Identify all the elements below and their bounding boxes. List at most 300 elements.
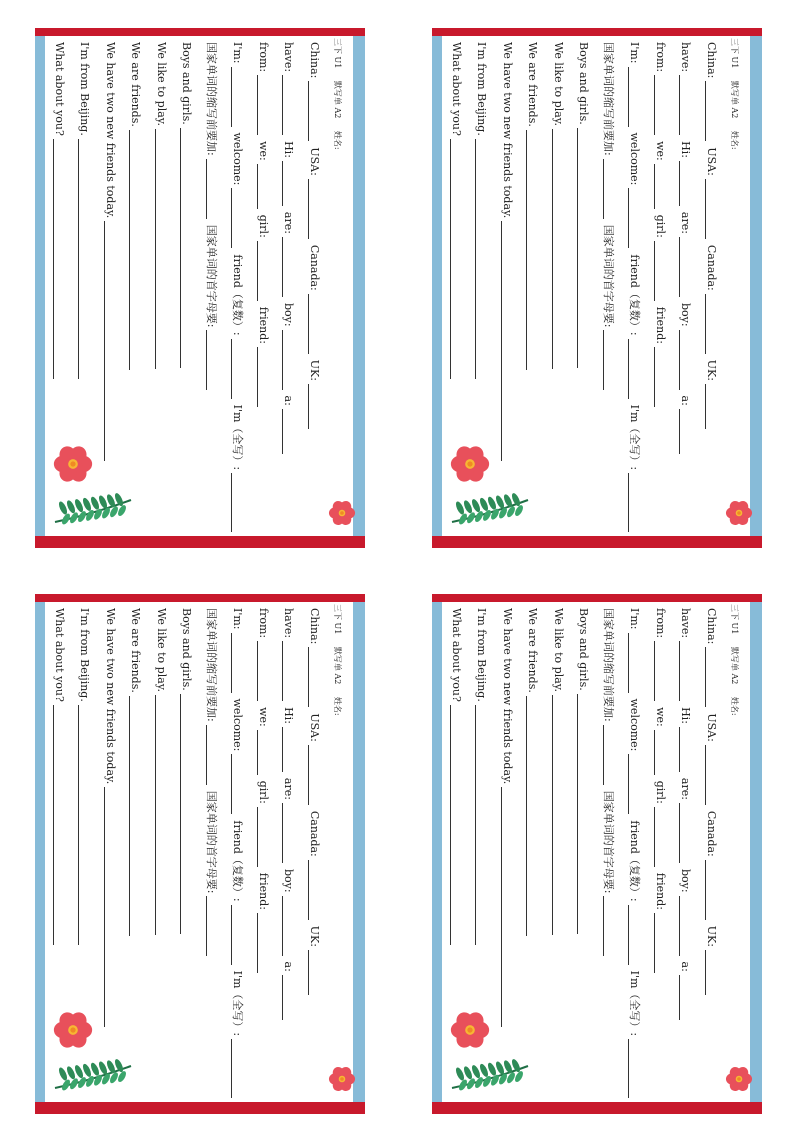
prompt-label: from: xyxy=(653,608,667,639)
worksheet-row xyxy=(495,608,521,1098)
answer-blank[interactable] xyxy=(231,754,244,814)
prompt-label: Canada: xyxy=(704,810,718,857)
top-red-band xyxy=(35,594,365,602)
prompt-label: I'm: xyxy=(628,42,642,64)
prompt-item xyxy=(282,707,295,772)
answer-blank[interactable] xyxy=(53,705,66,945)
prompt-label: USA: xyxy=(307,713,321,742)
prompt-label: I'm from Beijing. xyxy=(78,42,92,136)
prompt-item xyxy=(679,962,692,1020)
unit-label: 三下 U1 xyxy=(333,38,342,69)
prompt-label: 国家单词的首字母要: xyxy=(205,790,219,894)
bottom-red-band xyxy=(432,1102,762,1114)
prompt-item xyxy=(654,42,667,135)
prompt-item xyxy=(501,42,514,461)
prompt-label: boy: xyxy=(282,302,296,327)
prompt-label: UK: xyxy=(704,359,718,381)
prompt-item xyxy=(705,926,718,995)
prompt-item xyxy=(231,699,244,815)
answer-blank[interactable] xyxy=(552,695,565,935)
prompt-label: welcome: xyxy=(628,132,642,186)
prompt-item xyxy=(705,713,718,804)
prompt-label: friend（复数）: xyxy=(230,254,244,336)
answer-blank[interactable] xyxy=(206,330,219,390)
prompt-label: are: xyxy=(282,777,296,800)
answer-blank[interactable] xyxy=(628,754,641,814)
prompt-item xyxy=(654,781,667,867)
prompt-item xyxy=(104,42,117,461)
answer-blank[interactable] xyxy=(104,221,117,461)
prompt-item xyxy=(628,608,641,693)
answer-blank[interactable] xyxy=(257,641,270,701)
answer-blank[interactable] xyxy=(654,347,667,407)
answer-blank[interactable] xyxy=(308,294,321,354)
prompt-label: girl: xyxy=(256,214,270,238)
answer-blank[interactable] xyxy=(155,695,168,935)
worksheet-row xyxy=(98,608,124,1098)
answer-blank[interactable] xyxy=(104,787,117,1027)
answer-blank[interactable] xyxy=(475,139,488,379)
worksheet-row xyxy=(546,608,572,1098)
answer-blank[interactable] xyxy=(628,1039,641,1098)
prompt-label: I'm（全写）: xyxy=(230,970,244,1037)
bottom-red-band xyxy=(35,1102,365,1114)
answer-blank[interactable] xyxy=(282,75,295,135)
answer-blank[interactable] xyxy=(705,81,718,141)
worksheet-card xyxy=(35,28,365,548)
worksheet-row xyxy=(200,608,226,1098)
answer-blank[interactable] xyxy=(155,129,168,369)
prompt-label: Boys and girls. xyxy=(577,608,591,691)
answer-blank[interactable] xyxy=(705,384,718,429)
prompt-label: I'm（全写）: xyxy=(627,970,641,1037)
answer-blank[interactable] xyxy=(705,745,718,805)
unit-label: 三下 U1 xyxy=(333,604,342,635)
prompt-label: from: xyxy=(256,42,270,73)
prompt-item xyxy=(129,42,142,370)
answer-blank[interactable] xyxy=(231,473,244,532)
prompt-label: China: xyxy=(704,42,718,79)
sheet-tag: 默写单 A2 xyxy=(333,80,342,119)
prompt-item xyxy=(679,303,692,390)
answer-blank[interactable] xyxy=(603,896,616,956)
answer-blank[interactable] xyxy=(308,647,321,707)
prompt-item xyxy=(450,608,463,945)
answer-blank[interactable] xyxy=(603,725,616,785)
prompt-label: China: xyxy=(307,608,321,645)
answer-blank[interactable] xyxy=(282,975,295,1020)
prompt-label: China: xyxy=(307,42,321,79)
prompt-label: friend（复数）: xyxy=(627,820,641,902)
prompt-item xyxy=(601,42,617,219)
answer-blank[interactable] xyxy=(231,67,244,127)
prompt-label: USA: xyxy=(704,713,718,742)
worksheet-row xyxy=(225,608,251,1098)
answer-blank[interactable] xyxy=(705,179,718,239)
answer-blank[interactable] xyxy=(603,159,616,219)
answer-blank[interactable] xyxy=(628,633,641,693)
prompt-item xyxy=(679,869,692,956)
flower-icon xyxy=(51,1008,95,1056)
prompt-item xyxy=(526,42,539,370)
worksheet-row xyxy=(174,608,200,1098)
prompt-item xyxy=(53,42,66,379)
worksheet-row xyxy=(648,608,674,1098)
answer-blank[interactable] xyxy=(705,294,718,354)
prompt-label: 国家单词的首字母要: xyxy=(602,790,616,894)
answer-blank[interactable] xyxy=(654,730,667,775)
answer-blank[interactable] xyxy=(654,913,667,973)
flower-icon xyxy=(724,498,754,532)
prompt-item xyxy=(53,608,66,945)
prompt-item xyxy=(308,245,321,354)
prompt-item xyxy=(204,42,220,219)
card-header xyxy=(329,604,343,884)
prompt-item xyxy=(104,608,117,1027)
prompt-item xyxy=(308,147,321,238)
prompt-label: 国家单词的缩写前要加: xyxy=(205,608,219,722)
worksheet-row xyxy=(648,42,674,532)
prompt-item xyxy=(526,608,539,936)
worksheet-row xyxy=(98,42,124,532)
prompt-item xyxy=(230,405,246,532)
prompt-item xyxy=(204,791,220,957)
worksheet-row xyxy=(149,42,175,532)
prompt-label: We are friends. xyxy=(129,608,143,693)
prompt-label: boy: xyxy=(679,302,693,327)
worksheet-row xyxy=(699,608,725,1098)
flower-icon xyxy=(327,498,357,532)
answer-blank[interactable] xyxy=(257,347,270,407)
answer-blank[interactable] xyxy=(679,330,692,390)
prompt-label: friend: xyxy=(256,872,270,910)
answer-blank[interactable] xyxy=(282,727,295,772)
prompt-label: Boys and girls. xyxy=(577,42,591,125)
card-header xyxy=(726,38,740,318)
prompt-label: girl: xyxy=(256,780,270,804)
answer-blank[interactable] xyxy=(129,696,142,936)
prompt-item xyxy=(552,42,565,369)
prompt-item xyxy=(257,608,270,701)
answer-blank[interactable] xyxy=(705,647,718,707)
prompt-item xyxy=(654,215,667,301)
worksheet-row xyxy=(571,42,597,532)
prompt-item xyxy=(257,707,270,775)
prompt-item xyxy=(231,608,244,693)
worksheet-row xyxy=(571,608,597,1098)
prompt-item xyxy=(627,254,643,398)
prompt-label: I'm: xyxy=(628,608,642,630)
prompt-label: Canada: xyxy=(307,244,321,291)
prompt-label: a: xyxy=(679,961,693,972)
prompt-label: I'm: xyxy=(231,608,245,630)
top-red-band xyxy=(432,594,762,602)
answer-blank[interactable] xyxy=(206,725,219,785)
answer-blank[interactable] xyxy=(308,179,321,239)
answer-blank[interactable] xyxy=(628,339,641,399)
answer-blank[interactable] xyxy=(628,905,641,965)
prompt-label: What about you? xyxy=(52,608,66,702)
left-blue-border xyxy=(35,602,45,1102)
worksheet-row xyxy=(546,42,572,532)
answer-blank[interactable] xyxy=(679,409,692,454)
answer-blank[interactable] xyxy=(628,188,641,248)
prompt-label: We like to play. xyxy=(154,608,168,693)
top-red-band xyxy=(432,28,762,36)
card-header xyxy=(726,604,740,884)
prompt-item xyxy=(257,873,270,973)
answer-blank[interactable] xyxy=(628,473,641,532)
prompt-item xyxy=(679,707,692,772)
answer-blank[interactable] xyxy=(206,896,219,956)
answer-blank[interactable] xyxy=(282,161,295,206)
answer-blank[interactable] xyxy=(679,727,692,772)
prompt-label: welcome: xyxy=(231,698,245,752)
answer-blank[interactable] xyxy=(257,164,270,209)
prompt-label: friend（复数）: xyxy=(230,820,244,902)
sheet-tag: 默写单 A2 xyxy=(730,646,739,685)
prompt-label: Canada: xyxy=(307,810,321,857)
prompt-item xyxy=(257,307,270,407)
prompt-item xyxy=(308,42,321,141)
prompt-item xyxy=(679,42,692,135)
prompt-label: have: xyxy=(282,608,296,639)
answer-blank[interactable] xyxy=(679,803,692,863)
prompt-label: welcome: xyxy=(231,132,245,186)
prompt-label: friend: xyxy=(653,872,667,910)
prompt-label: 国家单词的首字母要: xyxy=(602,224,616,328)
answer-blank[interactable] xyxy=(257,730,270,775)
prompt-item xyxy=(627,820,643,964)
prompt-item xyxy=(679,608,692,701)
prompt-item xyxy=(679,212,692,297)
answer-blank[interactable] xyxy=(308,81,321,141)
answer-blank[interactable] xyxy=(53,139,66,379)
answer-blank[interactable] xyxy=(78,705,91,945)
answer-blank[interactable] xyxy=(526,130,539,370)
answer-blank[interactable] xyxy=(231,188,244,248)
prompt-item xyxy=(231,133,244,249)
answer-blank[interactable] xyxy=(282,896,295,956)
answer-blank[interactable] xyxy=(231,905,244,965)
prompt-item xyxy=(705,360,718,429)
answer-blank[interactable] xyxy=(308,384,321,429)
answer-blank[interactable] xyxy=(654,641,667,701)
top-red-band xyxy=(35,28,365,36)
prompt-label: Hi: xyxy=(282,141,296,158)
leaf-branch-icon xyxy=(450,492,530,536)
prompt-label: I'm from Beijing. xyxy=(78,608,92,702)
prompt-item xyxy=(155,42,168,369)
answer-blank[interactable] xyxy=(450,139,463,379)
worksheet-row xyxy=(699,42,725,532)
prompt-label: Hi: xyxy=(679,141,693,158)
prompt-label: I'm from Beijing. xyxy=(475,42,489,136)
worksheet-row xyxy=(200,42,226,532)
prompt-item xyxy=(282,212,295,297)
answer-blank[interactable] xyxy=(705,950,718,995)
prompt-label: UK: xyxy=(307,359,321,381)
prompt-item xyxy=(628,133,641,249)
prompt-label: we: xyxy=(256,141,270,161)
prompt-label: We like to play. xyxy=(551,608,565,693)
prompt-label: we: xyxy=(256,707,270,727)
answer-blank[interactable] xyxy=(282,330,295,390)
answer-blank[interactable] xyxy=(180,128,193,368)
answer-blank[interactable] xyxy=(654,807,667,867)
answer-blank[interactable] xyxy=(282,409,295,454)
answer-blank[interactable] xyxy=(501,221,514,461)
prompt-item xyxy=(601,225,617,391)
answer-blank[interactable] xyxy=(679,161,692,206)
prompt-label: What about you? xyxy=(449,608,463,702)
right-blue-border xyxy=(353,36,365,536)
answer-blank[interactable] xyxy=(705,860,718,920)
prompt-label: China: xyxy=(704,608,718,645)
answer-blank[interactable] xyxy=(129,130,142,370)
prompt-label: 国家单词的缩写前要加: xyxy=(602,608,616,722)
prompt-item xyxy=(627,405,643,532)
prompt-label: We like to play. xyxy=(154,42,168,127)
left-blue-border xyxy=(432,602,442,1102)
answer-blank[interactable] xyxy=(654,164,667,209)
prompt-label: boy: xyxy=(679,868,693,893)
prompt-item xyxy=(204,225,220,391)
prompt-item xyxy=(628,42,641,127)
prompt-item xyxy=(180,608,193,934)
prompt-item xyxy=(679,778,692,863)
prompt-label: from: xyxy=(256,608,270,639)
answer-blank[interactable] xyxy=(282,237,295,297)
answer-blank[interactable] xyxy=(679,237,692,297)
worksheet-row xyxy=(302,42,328,532)
card-header xyxy=(329,38,343,318)
prompt-item xyxy=(705,245,718,354)
answer-blank[interactable] xyxy=(257,75,270,135)
prompt-item xyxy=(230,971,246,1098)
answer-blank[interactable] xyxy=(282,641,295,701)
leaf-branch-icon xyxy=(450,1058,530,1102)
prompt-label: UK: xyxy=(704,925,718,947)
prompt-label: I'm: xyxy=(231,42,245,64)
answer-blank[interactable] xyxy=(308,745,321,805)
prompt-item xyxy=(282,608,295,701)
answer-blank[interactable] xyxy=(628,67,641,127)
worksheet-row xyxy=(276,608,302,1098)
unit-label: 三下 U1 xyxy=(730,38,739,69)
answer-blank[interactable] xyxy=(577,128,590,368)
answer-blank[interactable] xyxy=(231,633,244,693)
prompt-item xyxy=(78,42,91,379)
answer-blank[interactable] xyxy=(603,330,616,390)
answer-blank[interactable] xyxy=(654,241,667,301)
sheet-tag: 默写单 A2 xyxy=(730,80,739,119)
answer-blank[interactable] xyxy=(679,75,692,135)
prompt-label: boy: xyxy=(282,868,296,893)
prompt-label: friend（复数）: xyxy=(627,254,641,336)
answer-blank[interactable] xyxy=(577,694,590,934)
flower-icon xyxy=(724,1064,754,1098)
prompt-item xyxy=(282,396,295,454)
worksheet-row xyxy=(123,608,149,1098)
prompt-item xyxy=(308,811,321,920)
answer-blank[interactable] xyxy=(231,1039,244,1098)
answer-blank[interactable] xyxy=(679,641,692,701)
prompt-item xyxy=(282,962,295,1020)
answer-blank[interactable] xyxy=(552,129,565,369)
prompt-item xyxy=(129,608,142,936)
answer-blank[interactable] xyxy=(180,694,193,934)
prompt-item xyxy=(180,42,193,368)
prompt-item xyxy=(155,608,168,935)
prompt-label: we: xyxy=(653,707,667,727)
answer-blank[interactable] xyxy=(257,807,270,867)
prompt-item xyxy=(654,873,667,973)
prompt-item xyxy=(257,141,270,209)
prompt-label: We are friends. xyxy=(129,42,143,127)
prompt-item xyxy=(654,307,667,407)
prompt-label: have: xyxy=(282,42,296,73)
prompt-label: Hi: xyxy=(282,707,296,724)
prompt-label: Boys and girls. xyxy=(180,42,194,125)
answer-blank[interactable] xyxy=(450,705,463,945)
answer-blank[interactable] xyxy=(526,696,539,936)
prompt-label: welcome: xyxy=(628,698,642,752)
prompt-label: What about you? xyxy=(52,42,66,136)
prompt-item xyxy=(654,141,667,209)
worksheet-row xyxy=(174,42,200,532)
answer-blank[interactable] xyxy=(231,339,244,399)
answer-blank[interactable] xyxy=(282,803,295,863)
answer-blank[interactable] xyxy=(501,787,514,1027)
prompt-label: have: xyxy=(679,608,693,639)
answer-blank[interactable] xyxy=(78,139,91,379)
prompt-label: have: xyxy=(679,42,693,73)
name-label: 姓名: xyxy=(730,696,739,716)
answer-blank[interactable] xyxy=(206,159,219,219)
prompt-label: Boys and girls. xyxy=(180,608,194,691)
prompt-item xyxy=(230,254,246,398)
prompt-item xyxy=(308,360,321,429)
answer-blank[interactable] xyxy=(475,705,488,945)
prompt-label: We have two new friends today. xyxy=(500,608,514,785)
worksheet-row xyxy=(622,42,648,532)
answer-blank[interactable] xyxy=(257,913,270,973)
prompt-label: are: xyxy=(679,777,693,800)
prompt-item xyxy=(705,42,718,141)
answer-blank[interactable] xyxy=(308,950,321,995)
prompt-label: a: xyxy=(282,961,296,972)
name-label: 姓名: xyxy=(333,130,342,150)
prompt-label: friend: xyxy=(256,306,270,344)
answer-blank[interactable] xyxy=(257,241,270,301)
name-label: 姓名: xyxy=(333,696,342,716)
answer-blank[interactable] xyxy=(654,75,667,135)
prompt-item xyxy=(475,608,488,945)
leaf-branch-icon xyxy=(53,1058,133,1102)
worksheet-row xyxy=(149,608,175,1098)
flower-icon xyxy=(448,442,492,490)
worksheet-row xyxy=(520,42,546,532)
worksheet-row xyxy=(673,608,699,1098)
prompt-label: We are friends. xyxy=(526,608,540,693)
answer-blank[interactable] xyxy=(679,975,692,1020)
prompt-item xyxy=(308,713,321,804)
prompt-item xyxy=(679,141,692,206)
right-blue-border xyxy=(750,36,762,536)
answer-blank[interactable] xyxy=(308,860,321,920)
answer-blank[interactable] xyxy=(679,896,692,956)
